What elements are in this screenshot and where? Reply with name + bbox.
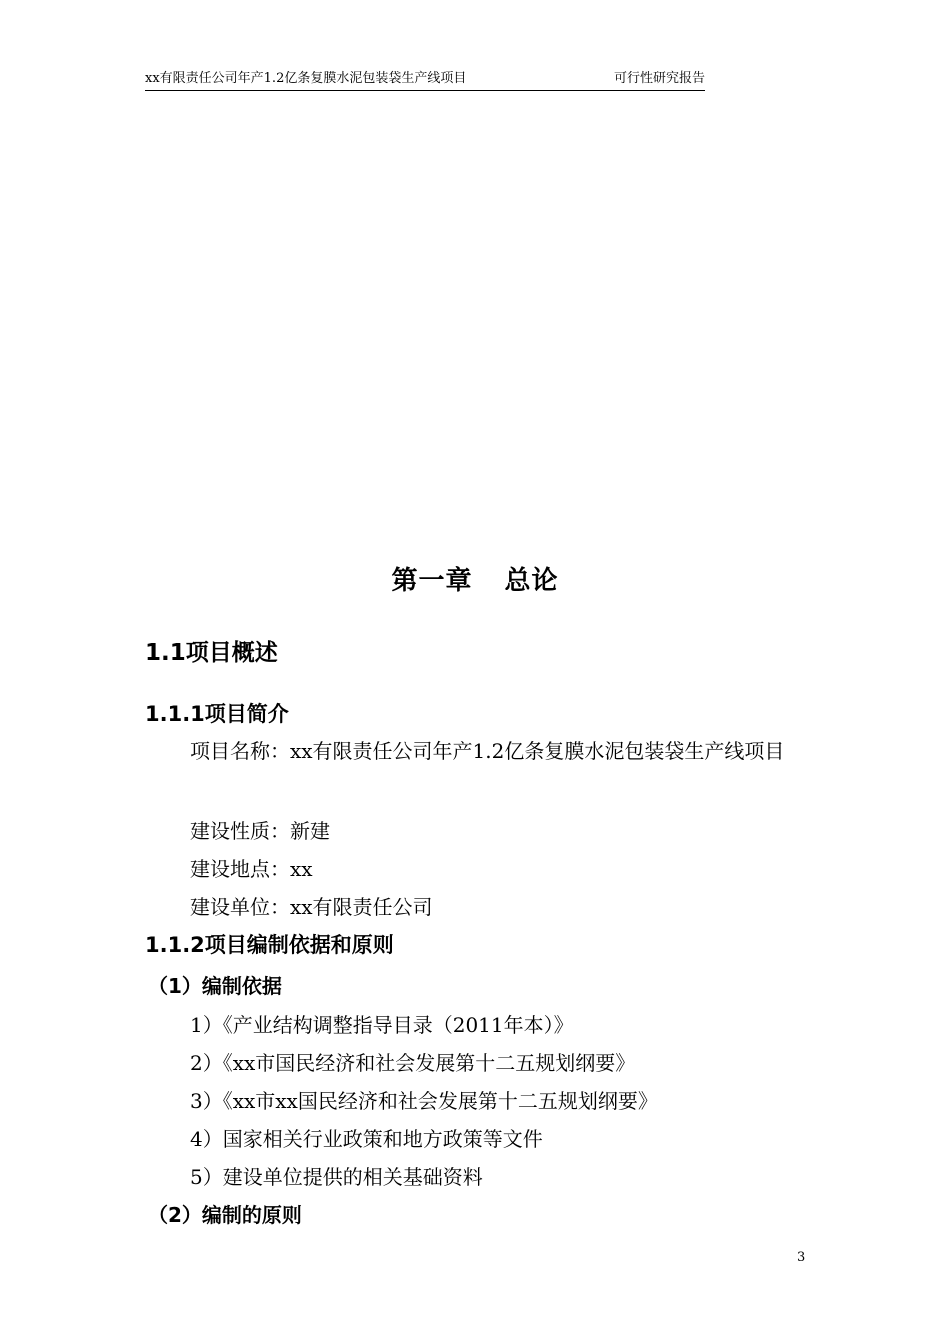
project-nature: 建设性质：新建 [190, 819, 330, 843]
header-title: xx有限责任公司年产1.2亿条复膜水泥包装袋生产线项目 [145, 71, 467, 86]
page-number: 3 [797, 1250, 806, 1265]
principles-heading: （2）编制的原则 [148, 1203, 302, 1227]
project-unit: 建设单位：xx有限责任公司 [190, 895, 433, 919]
list-item: 2）《xx市国民经济和社会发展第十二五规划纲要》 [190, 1051, 636, 1075]
project-name: 项目名称：xx有限责任公司年产1.2亿条复膜水泥包装袋生产线项目 [190, 739, 785, 763]
list-item: 5）建设单位提供的相关基础资料 [190, 1165, 483, 1189]
list-item: 4）国家相关行业政策和地方政策等文件 [190, 1127, 543, 1151]
list-item: 1）《产业结构调整指导目录（2011年本）》 [190, 1013, 574, 1037]
basis-heading: （1）编制依据 [148, 974, 282, 998]
section-heading-1-1: 1.1项目概述 [145, 640, 278, 666]
page-header [145, 70, 705, 91]
section-heading-1-1-2: 1.1.2项目编制依据和原则 [145, 933, 394, 957]
chapter-heading [0, 560, 950, 597]
header-doc-type: 可行性研究报告 [613, 71, 705, 86]
chapter-title: 总论 [504, 566, 559, 596]
project-location: 建设地点：xx [190, 857, 313, 881]
list-item: 3）《xx市xx国民经济和社会发展第十二五规划纲要》 [190, 1089, 658, 1113]
chapter-number: 第一章 [391, 566, 473, 596]
section-heading-1-1-1: 1.1.1项目简介 [145, 702, 289, 726]
